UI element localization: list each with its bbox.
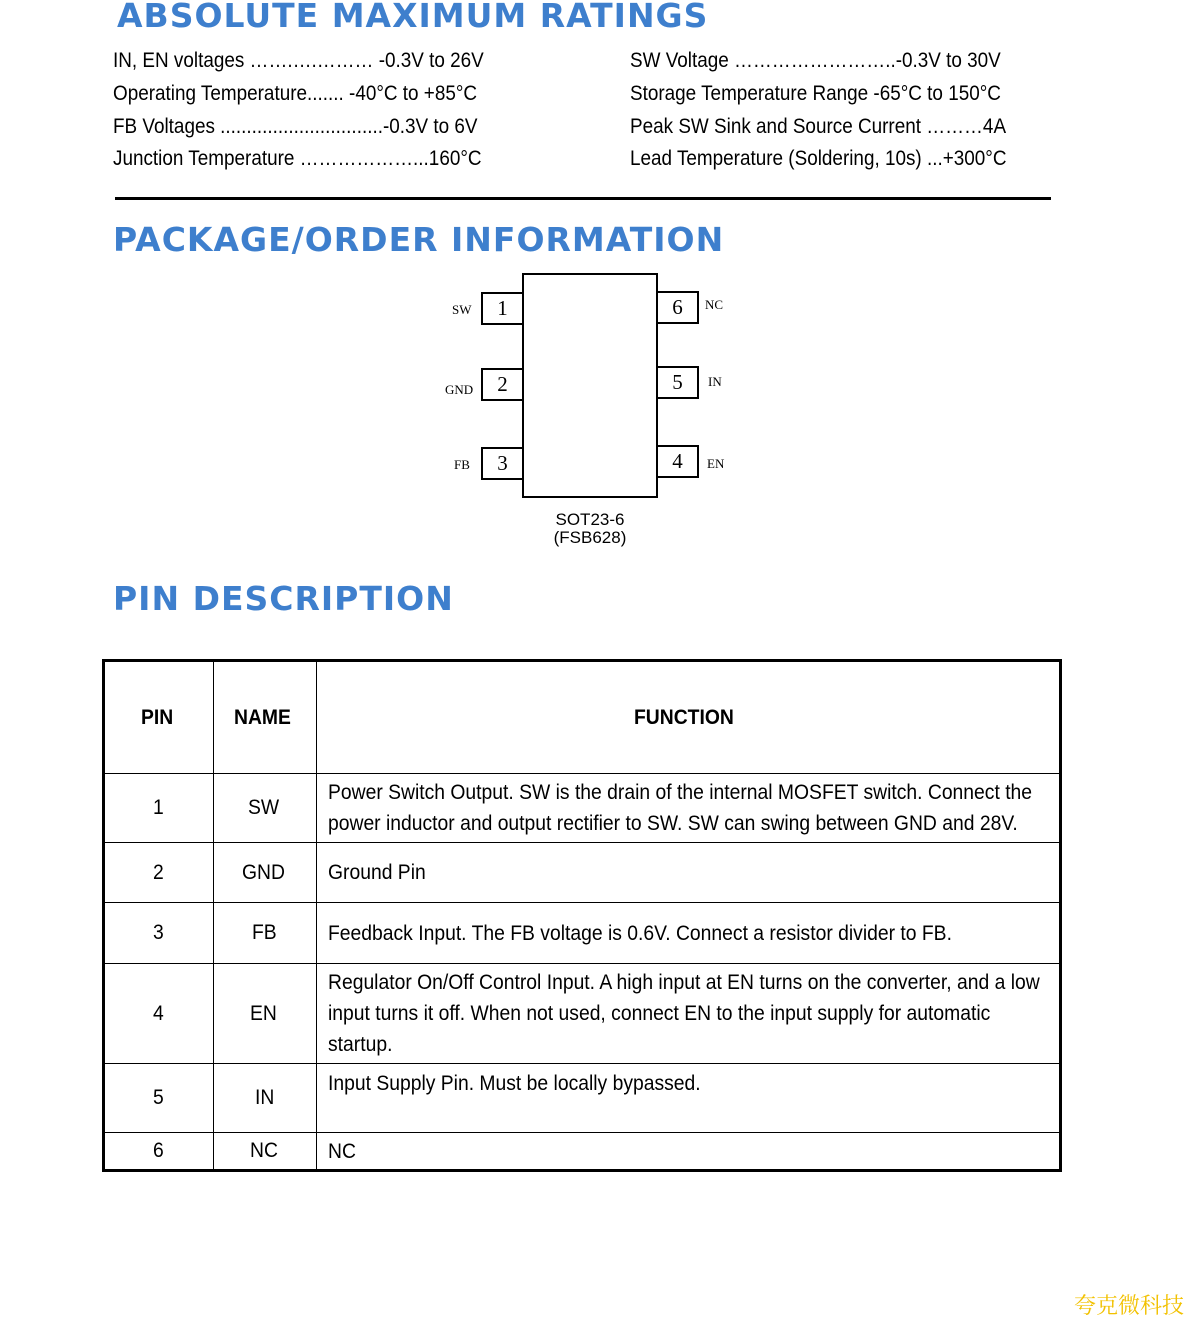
pin-number-cell: 5 [104, 1064, 214, 1133]
pin-name-cell: SW [214, 774, 317, 843]
pin-name-cell: FB [214, 903, 317, 964]
pin-name-cell: IN [214, 1064, 317, 1133]
package-pin-2: 2 [481, 368, 522, 401]
rating-junction-temperature: Junction Temperature ………………...160°C [113, 147, 482, 170]
header-name: NAME [214, 661, 317, 774]
table-row [104, 903, 1061, 964]
pin-label-en: EN [707, 456, 725, 471]
table-row [104, 1133, 1061, 1171]
pin-label-gnd: GND [445, 382, 474, 397]
package-pin-1: 1 [481, 292, 522, 325]
absolute-maximum-ratings-heading: ABSOLUTE MAXIMUM RATINGS [117, 0, 709, 35]
rating-operating-temperature: Operating Temperature....... -40°C to +85°C [113, 82, 478, 105]
pin-function-cell: Ground Pin [317, 843, 1061, 903]
sot23-6-package-diagram [440, 270, 740, 560]
package-name: SOT23-6 [555, 510, 625, 529]
table-row [104, 843, 1061, 903]
rating-lead-temperature: Lead Temperature (Soldering, 10s) ...+300°C [630, 147, 1007, 170]
rating-peak-sw-current: Peak SW Sink and Source Current ………4A [630, 115, 1007, 138]
pin-function-cell: Power Switch Output. SW is the drain of the internal MOSFET switch. Connect the power inductor and output rectifier to SW. SW can swing between GND and 28V. [317, 774, 1061, 843]
package-order-information-heading: PACKAGE/ORDER INFORMATION [113, 220, 725, 259]
pin-number-cell: 4 [104, 964, 214, 1064]
pin-description-table [102, 659, 1062, 1172]
table-row [104, 1064, 1061, 1133]
pin-function-cell: Feedback Input. The FB voltage is 0.6V. Connect a resistor divider to FB. [317, 903, 1061, 964]
package-pin-5: 5 [658, 366, 699, 399]
package-body [522, 273, 658, 498]
rating-in-en-voltages: IN, EN voltages …….….……… -0.3V to 26V [113, 49, 484, 72]
rating-sw-voltage: SW Voltage ……………………..-0.3V to 30V [630, 49, 1001, 72]
pin-function-cell: Regulator On/Off Control Input. A high input at EN turns on the converter, and a low input turns it off. When not used, connect EN to the input supply for automatic startup. [317, 964, 1061, 1064]
pin-name-cell: GND [214, 843, 317, 903]
package-part-number: (FSB628) [553, 528, 627, 547]
pin-number-cell: 1 [104, 774, 214, 843]
package-pin-6: 6 [658, 291, 699, 324]
pin-name-cell: EN [214, 964, 317, 1064]
pin-number-cell: 6 [104, 1133, 214, 1171]
package-pin-3: 3 [481, 447, 522, 480]
pin-label-nc: NC [705, 297, 724, 312]
table-row [104, 964, 1061, 1064]
pin-number-cell: 3 [104, 903, 214, 964]
header-function: FUNCTION [317, 661, 1061, 774]
table-row [104, 774, 1061, 843]
table-header-row [104, 661, 1061, 774]
section-divider [115, 197, 1051, 200]
pin-label-sw: SW [452, 302, 472, 317]
package-pin-4: 4 [658, 445, 699, 478]
pin-function-cell: NC [317, 1133, 1061, 1171]
header-pin: PIN [104, 661, 214, 774]
pin-label-in: IN [708, 374, 722, 389]
watermark-text: 夸克微科技 [1073, 1293, 1184, 1318]
pin-number-cell: 2 [104, 843, 214, 903]
pin-function-cell: Input Supply Pin. Must be locally bypassed. [317, 1064, 1061, 1133]
rating-storage-temperature: Storage Temperature Range -65°C to 150°C [630, 82, 1001, 105]
rating-fb-voltages: FB Voltages ...............................-0.3V to 6V [113, 115, 478, 138]
pin-name-cell: NC [214, 1133, 317, 1171]
pin-label-fb: FB [454, 457, 470, 472]
pin-description-heading: PIN DESCRIPTION [113, 579, 454, 618]
